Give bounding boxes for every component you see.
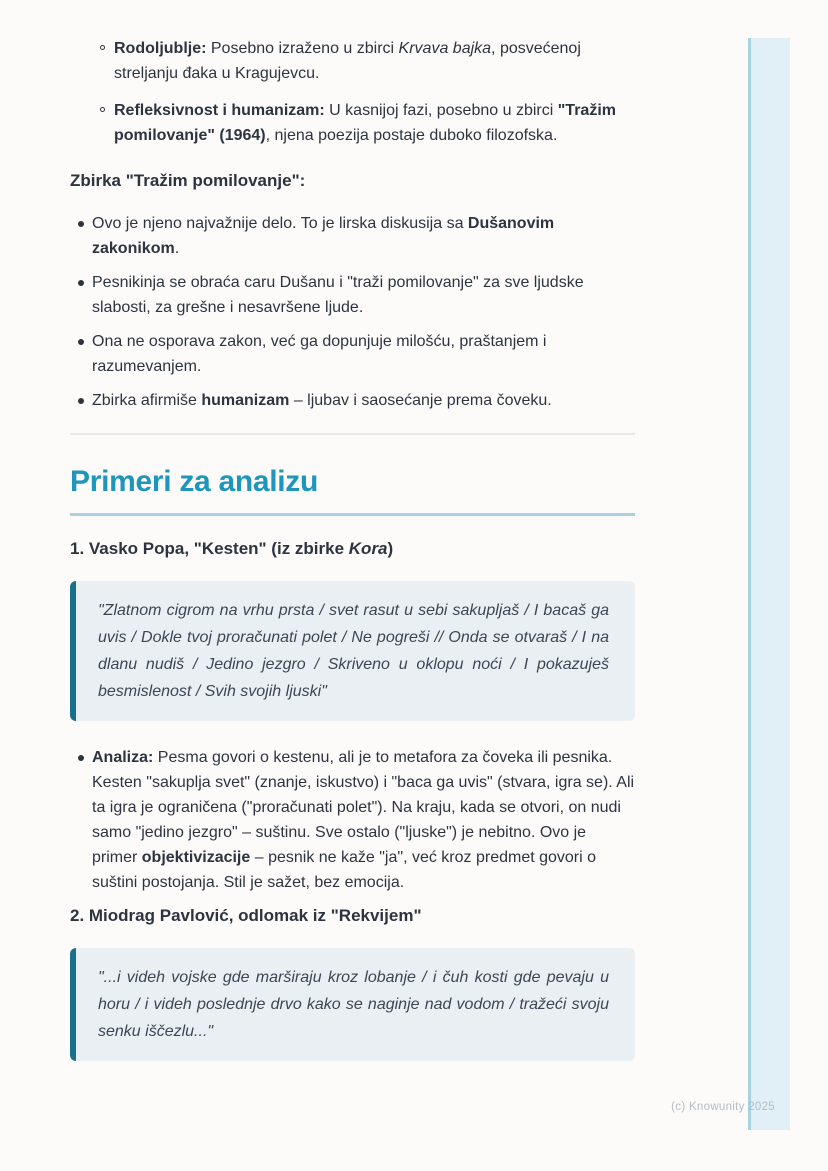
- zbirka-heading: Zbirka "Tražim pomilovanje":: [70, 171, 306, 190]
- list-item-zakon: [70, 329, 635, 379]
- copyright-footer: (c) Knowunity 2025: [671, 1101, 775, 1113]
- list-item-analiza: [70, 745, 635, 895]
- traits-list: [70, 36, 635, 148]
- bullet-icon: [78, 280, 84, 286]
- circle-bullet-icon: [100, 107, 105, 112]
- list-item-text: Rodoljublje: Posebno izraženo u zbirci Krvava bajka, posvećenoj streljanju đaka u Kragujevcu.: [114, 40, 581, 82]
- circle-bullet-icon: [100, 45, 105, 50]
- bold-term: humanizam: [201, 392, 290, 409]
- bold-term: objektivizacije: [141, 849, 251, 866]
- book-title: Krvava bajka: [398, 40, 492, 57]
- bullet-icon: [78, 339, 84, 345]
- bullet-icon: [78, 221, 84, 227]
- term-label: Rodoljublje:: [114, 40, 207, 57]
- list-item-text: Zbirka afirmiše humanizam – ljubav i saosećanje prema čoveku.: [92, 392, 552, 409]
- scrollbar-track[interactable]: [748, 38, 790, 1130]
- example1-heading: 1. Vasko Popa, "Kesten" (iz zbirke Kora): [70, 539, 394, 558]
- section-title: Primeri za analizu: [70, 463, 635, 516]
- bullet-icon: [78, 755, 84, 761]
- book-title: "Tražim pomilovanje" (1964): [114, 102, 616, 144]
- section-divider: [70, 433, 635, 435]
- list-item-text: Refleksivnost i humanizam: U kasnijoj fazi, posebno u zbirci "Tražim pomilovanje" (1964), njena poezija postaje duboko filozofska.: [114, 102, 616, 144]
- analysis-text: Analiza: Pesma govori o kestenu, ali je to metafora za čoveka ili pesnika. Kesten "sakuplja svet" (znanje, iskustvo) i "baca ga uvis" (stvara, igra se). Ali ta igra je ograničena ("proračunati polet"). Na kraju, kada se otvori, on nudi samo "jedino jezgro" – suštinu. Sve ostalo ("ljuske") je nebitno. Ovo je primer objektivizacije – pesnik ne kaže "ja", već kroz predmet govori o suštini postojanja. Stil je sažet, bez emocija.: [92, 749, 635, 891]
- analysis-label: Analiza:: [92, 749, 154, 766]
- poem-quote-text: "...i videh vojske gde marširaju kroz lobanje / i čuh kosti gde pevaju u horu / i videh poslednje drvo kako se naginje nad vodom / tražeći svoju senku iščezlu...": [98, 969, 609, 1040]
- poem-quote-block-1: [70, 581, 635, 721]
- list-item-text: Pesnikinja se obraća caru Dušanu i "traži pomilovanje" za sve ljudske slabosti, za grešne i nesavršene ljude.: [92, 274, 584, 316]
- bold-term: Dušanovim zakonikom: [92, 215, 555, 257]
- list-item-delo: [70, 211, 635, 261]
- zbirka-list: [70, 211, 635, 413]
- list-item-text: Ona ne osporava zakon, već ga dopunjuje milošću, praštanjem i razumevanjem.: [92, 333, 547, 375]
- bullet-icon: [78, 398, 84, 404]
- list-item-refleksivnost: [70, 98, 635, 148]
- list-item-text: Ovo je njeno najvažnije delo. To je lirska diskusija sa Dušanovim zakonikom.: [92, 215, 555, 257]
- list-item-rodoljublje: [70, 36, 635, 86]
- book-title: Kora: [348, 539, 388, 558]
- poem-quote-block-2: [70, 948, 635, 1061]
- list-item-humanizam: [70, 388, 635, 413]
- document-content: [70, 0, 635, 1061]
- poem-quote-text: "Zlatnom cigrom na vrhu prsta / svet rasut u sebi sakupljaš / I bacaš ga uvis / Dokle tvoj proračunati polet / Ne pogreši // Onda se otvaraš / I na dlanu nudiš / Jedino jezgro / Skriveno u oklopu noći / I pokazuješ besmislenost / Svih svojih ljuski": [98, 602, 609, 700]
- example2-heading: 2. Miodrag Pavlović, odlomak iz "Rekvijem": [70, 906, 422, 925]
- term-label: Refleksivnost i humanizam:: [114, 102, 325, 119]
- analysis-list: [70, 745, 635, 895]
- list-item-obracanje: [70, 270, 635, 320]
